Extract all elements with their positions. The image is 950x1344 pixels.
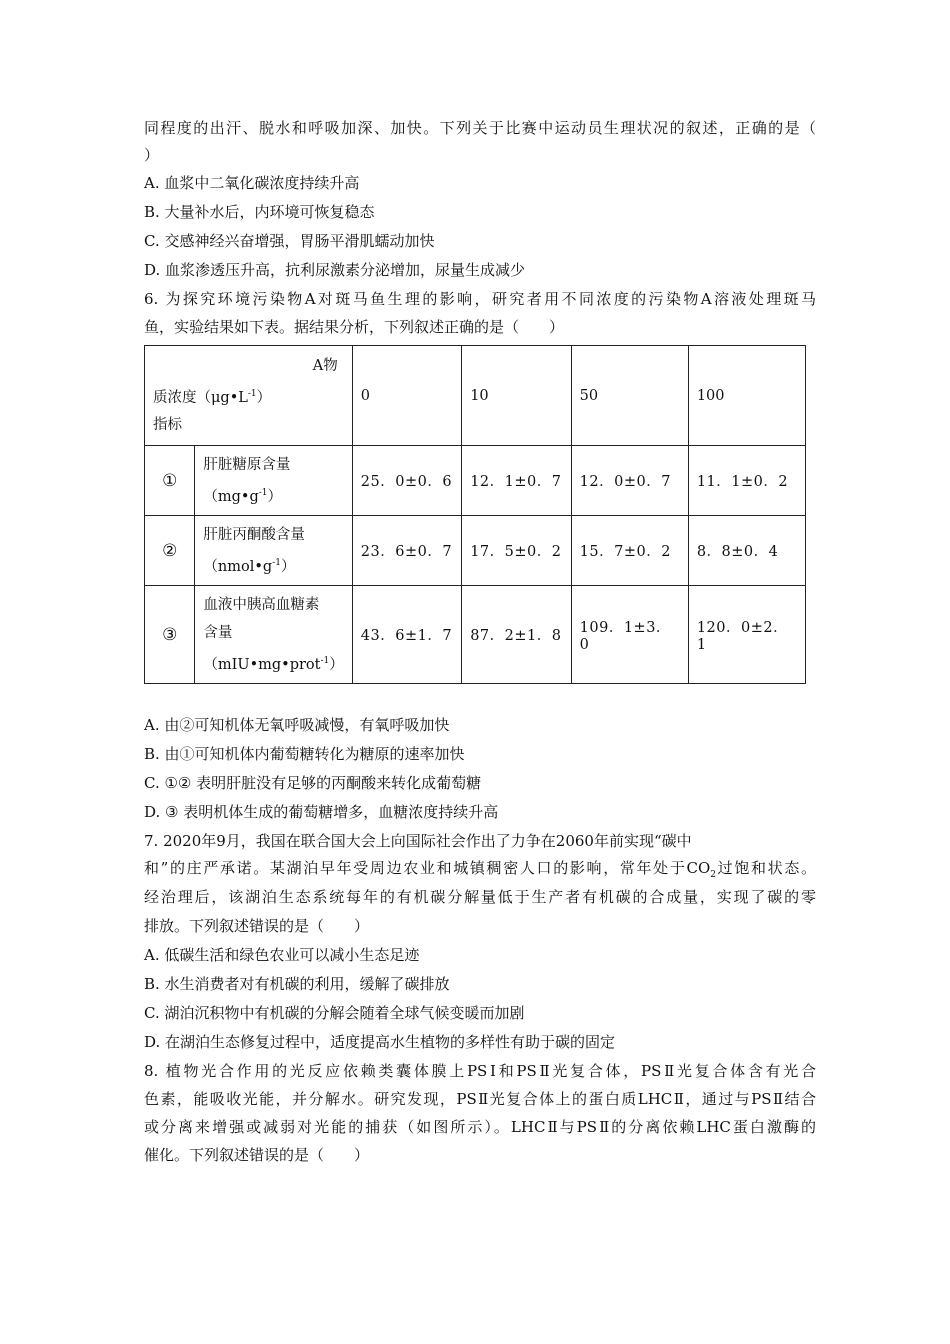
q8-stem-line4: 催化。下列叙述错误的是（ ） [144, 1146, 370, 1164]
q6-stem-line1: 6. 为探究环境污染物A对斑马鱼生理的影响，研究者用不同浓度的污染物A溶液处理斑马 [144, 290, 816, 308]
row-label: 肝脏丙酮酸含量 $(nmol•g^{-1})$ [195, 516, 352, 586]
header-corner-top: A物 [312, 357, 338, 374]
table-cell: 17．5±0．2 [462, 516, 571, 586]
row-index: ① [145, 446, 195, 516]
q6-option-a: A. 由②可知机体无氧呼吸减慢，有氧呼吸加快 [144, 716, 450, 734]
table-row [145, 516, 806, 586]
row-index: ③ [145, 586, 195, 684]
header-corner-middle: 质浓度$(\mu g•L^{-1})$ [153, 388, 272, 406]
q7-option-c: C. 湖泊沉积物中有机碳的分解会随着全球气候变暖而加剧 [144, 1004, 525, 1022]
q5-option-a: A. 血浆中二氧化碳浓度持续升高 [144, 174, 360, 192]
q8-stem-line3: 或分离来增强或减弱对光能的捕获（如图所示）。LHCⅡ与PSⅡ的分离依赖LHC蛋白激酶的 [144, 1118, 816, 1136]
q5-option-d: D. 血浆渗透压升高，抗利尿激素分泌增加，尿量生成减少 [144, 261, 526, 279]
column-header: 50 [571, 346, 688, 446]
column-header: 0 [352, 346, 461, 446]
table-cell: 12．0±0．7 [571, 446, 688, 516]
q5-stem-close: ） [144, 146, 160, 164]
q7-stem-line1: 7. 2020年9月，我国在联合国大会上向国际社会作出了力争在2060年前实现“碳中 [144, 832, 692, 850]
q5-option-c: C. 交感神经兴奋增强，胃肠平滑肌蠕动加快 [144, 232, 435, 250]
table-cell: 8．8±0．4 [688, 516, 805, 586]
column-header: 10 [462, 346, 571, 446]
table-cell: 11．1±0．2 [688, 446, 805, 516]
q8-stem-line2: 色素，能吸收光能，并分解水。研究发现，PSⅡ光复合体上的蛋白质LHCⅡ，通过与PSⅡ结合 [144, 1090, 816, 1108]
table-header-corner [145, 346, 353, 446]
row-index: ② [145, 516, 195, 586]
table-row [145, 446, 806, 516]
q6-option-b: B. 由①可知机体内葡萄糖转化为糖原的速率加快 [144, 745, 465, 763]
table-cell: 25．0±0．6 [352, 446, 461, 516]
row-label: 血液中胰高血糖素 含量 （mIU•mg•prot$^{-1}$） [195, 586, 352, 684]
q6-stem-line2: 鱼，实验结果如下表。据结果分析，下列叙述正确的是（ ） [144, 318, 565, 336]
q8-stem-line1: 8. 植物光合作用的光反应依赖类囊体膜上PSⅠ和PSⅡ光复合体，PSⅡ光复合体含有光合 [144, 1062, 816, 1080]
q7-option-b: B. 水生消费者对有机碳的利用，缓解了碳排放 [144, 975, 450, 993]
column-header: 100 [688, 346, 805, 446]
table-cell: 43．6±1．7 [352, 586, 461, 684]
table-row [145, 586, 806, 684]
q7-stem-line3: 经治理后，该湖泊生态系统每年的有机碳分解量低于生产者有机碳的合成量，实现了碳的零 [144, 888, 816, 906]
table-cell: 120．0±2．1 [688, 586, 805, 684]
q7-option-d: D. 在湖泊生态修复过程中，适度提高水生植物的多样性有助于碳的固定 [144, 1033, 616, 1051]
table-cell: 109．1±3．0 [571, 586, 688, 684]
q5-option-b: B. 大量补水后，内环境可恢复稳态 [144, 203, 375, 221]
table-cell: 87．2±1．8 [462, 586, 571, 684]
q6-option-c: C. ①② 表明肝脏没有足够的丙酮酸来转化成葡萄糖 [144, 774, 482, 792]
q6-option-d: D. ③ 表明机体生成的葡萄糖增多，血糖浓度持续升高 [144, 803, 499, 821]
q7-stem-line4: 排放。下列叙述错误的是（ ） [144, 917, 370, 935]
q6-data-table [144, 345, 806, 684]
table-cell: 23．6±0．7 [352, 516, 461, 586]
table-cell: 15．7±0．2 [571, 516, 688, 586]
q5-stem-line: 同程度的出汗、脱水和呼吸加深、加快。下列关于比赛中运动员生理状况的叙述，正确的是（ [144, 119, 816, 137]
header-corner-bottom: 指标 [153, 417, 182, 434]
table-header-row [145, 346, 806, 446]
q7-option-a: A. 低碳生活和绿色农业可以减小生态足迹 [144, 946, 420, 964]
table-cell: 12．1±0．7 [462, 446, 571, 516]
q7-stem-line2: 和”的庄严承诺。某湖泊早年受周边农业和城镇稠密人口的影响，常年处于$CO_2$过饱和状态。 [144, 859, 816, 880]
row-label: 肝脏糖原含量 $(mg•g^{-1})$ [195, 446, 352, 516]
